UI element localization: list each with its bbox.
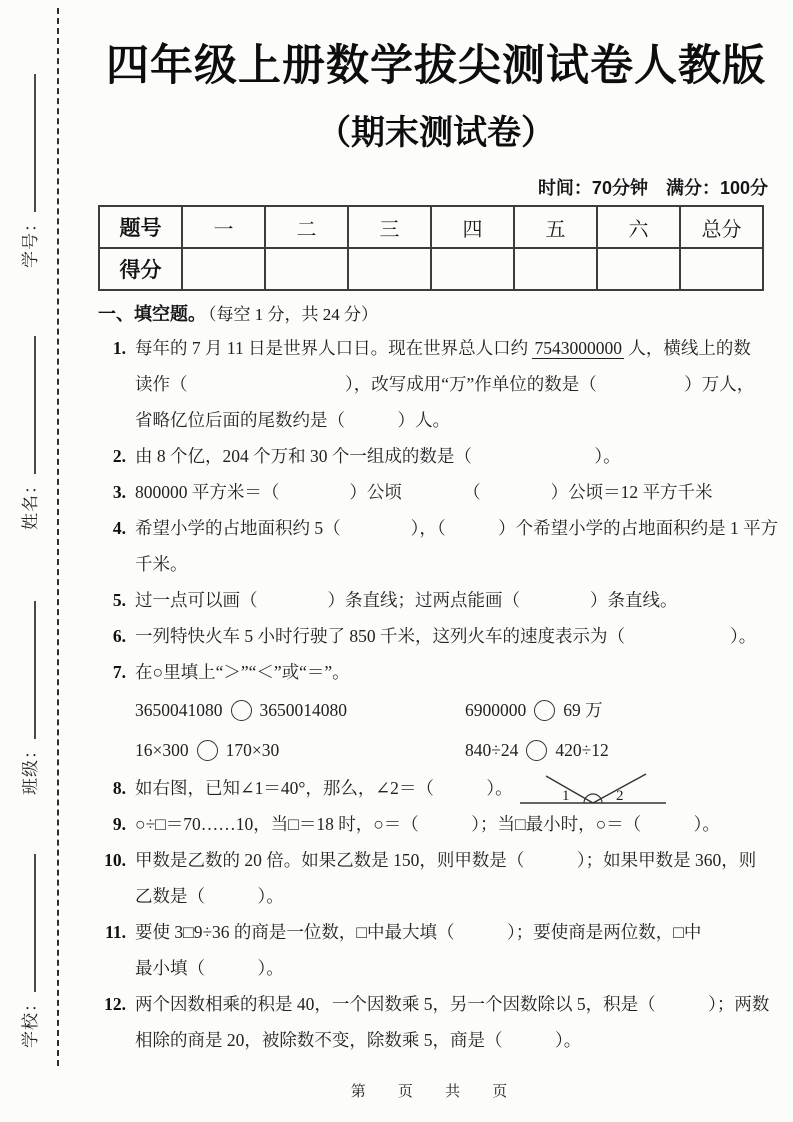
question-text: ○÷□＝70……10，当□＝18 时，○＝（ ）；当□最小时，○＝（ ）。: [135, 814, 720, 834]
answer-circle[interactable]: [231, 700, 252, 721]
question-number: 10.: [104, 850, 126, 870]
question-9: [98, 806, 774, 842]
score-cell[interactable]: [265, 248, 348, 290]
question-6: [98, 618, 774, 654]
underlined-population-number: 7543000000: [534, 338, 622, 358]
question-text: 乙数是（ ）。: [135, 886, 284, 906]
answer-circle[interactable]: [534, 700, 555, 721]
question-1: [98, 330, 774, 438]
school-label: 学校：: [21, 994, 40, 1048]
question-number: 7.: [112, 662, 126, 682]
score-cell[interactable]: [514, 248, 597, 290]
question-text: 过一点可以画（ ）条直线；过两点能画（ ）条直线。: [135, 590, 678, 610]
question-number: 2.: [112, 446, 126, 466]
angle-1-label: 1: [562, 788, 570, 804]
paper-content: [98, 0, 779, 1101]
score-cell[interactable]: [680, 248, 763, 290]
question-number: 8.: [112, 778, 126, 798]
score-col-1: 一: [182, 206, 265, 248]
score-col-5: 五: [514, 206, 597, 248]
answer-circle[interactable]: [526, 740, 547, 761]
question-text: 每年的 7 月 11 日是世界人口日。现在世界总人口约 7543000000 人，横线上的数: [135, 338, 751, 358]
question-text: 最小填（ ）。: [135, 958, 284, 978]
comparison-item: 840÷24 420÷12: [465, 740, 609, 760]
score-cell[interactable]: [431, 248, 514, 290]
student-id-label: 学号：: [21, 214, 40, 268]
page-subtitle: （期末测试卷）: [317, 114, 555, 152]
comparison-row-1: [98, 690, 774, 730]
question-text: 省略亿位后面的尾数约是（ ）人。: [135, 410, 450, 430]
question-number: 5.: [112, 590, 126, 610]
question-text: 在○里填上“＞”“＜”或“＝”。: [135, 662, 350, 682]
question-4: [98, 510, 779, 582]
student-name-label: 姓名：: [21, 476, 40, 530]
question-10: [98, 842, 774, 914]
question-number: 6.: [112, 626, 126, 646]
question-number: 12.: [104, 994, 126, 1014]
question-number: 1.: [112, 338, 126, 358]
student-name-blank[interactable]: [32, 336, 36, 474]
question-7: [98, 654, 774, 770]
question-number: 11.: [105, 922, 126, 942]
question-text: 一列特快火车 5 小时行驶了 850 千米，这列火车的速度表示为（ ）。: [135, 626, 757, 646]
score-table-header-row: [99, 206, 763, 248]
question-text: 如右图，已知∠1＝40°，那么，∠2＝（ ）。: [135, 778, 513, 798]
question-3: [98, 474, 774, 510]
score-col-total: 总分: [680, 206, 763, 248]
question-text: 千米。: [135, 554, 188, 574]
question-number: 3.: [112, 482, 126, 502]
question-text: 甲数是乙数的 20 倍。如果乙数是 150，则甲数是（ ）；如果甲数是 360，则: [135, 850, 757, 870]
question-11: [98, 914, 774, 986]
time-score-info: 时间：70分钟 满分：100分: [537, 178, 768, 198]
student-id-field: [16, 74, 41, 268]
question-2: [98, 438, 774, 474]
question-text: 读作（ ），改写成用“万”作单位的数是（ ）万人，: [135, 374, 755, 394]
question-text: 由 8 个亿，204 个万和 30 个一组成的数是（ ）。: [135, 446, 621, 466]
section-note: （每空 1 分，共 24 分）: [208, 305, 378, 324]
comparison-item: 3650041080 3650014080: [135, 700, 347, 720]
answer-circle[interactable]: [197, 740, 218, 761]
seal-dashed-line: [57, 8, 59, 1066]
score-table-corner: 题号: [99, 206, 182, 248]
score-cell[interactable]: [348, 248, 431, 290]
question-list: [98, 330, 779, 1058]
question-number: 4.: [112, 518, 126, 538]
score-cell[interactable]: [182, 248, 265, 290]
score-col-3: 三: [348, 206, 431, 248]
class-field: [16, 601, 41, 795]
score-cell[interactable]: [597, 248, 680, 290]
question-5: [98, 582, 774, 618]
student-name-field: [16, 336, 41, 530]
school-field: [16, 854, 41, 1048]
score-table: [98, 205, 764, 291]
page-title: 四年级上册数学拔尖测试卷人教版: [106, 42, 766, 90]
angle-2-label: 2: [616, 788, 624, 804]
comparison-row-2: [98, 730, 774, 770]
student-id-blank[interactable]: [32, 74, 36, 212]
comparison-item: 16×300 170×30: [135, 740, 280, 760]
score-col-6: 六: [597, 206, 680, 248]
section-title: 一、填空题。: [98, 304, 206, 324]
question-text: 相除的商是 20，被除数不变，除数乘 5，商是（ ）。: [135, 1030, 582, 1050]
class-label: 班级：: [21, 741, 40, 795]
score-row-label: 得分: [99, 248, 182, 290]
question-text: 800000 平方米＝（ ）公顷 （ ）公顷＝12 平方千米: [135, 482, 713, 502]
question-8: [98, 770, 774, 806]
class-blank[interactable]: [32, 601, 36, 739]
score-col-2: 二: [265, 206, 348, 248]
score-col-4: 四: [431, 206, 514, 248]
score-table-score-row: [99, 248, 763, 290]
question-12: [98, 986, 774, 1058]
section-heading: [98, 300, 774, 326]
question-number: 9.: [112, 814, 126, 834]
question-text: 希望小学的占地面积约 5（ ），（ ）个希望小学的占地面积约是 1 平方: [135, 518, 779, 538]
question-text: 两个因数相乘的积是 40，一个因数乘 5，另一个因数除以 5，积是（ ）；两数: [135, 994, 770, 1014]
comparison-item: 6900000 69 万: [465, 700, 603, 720]
page-footer: 第 页 共 页: [350, 1083, 522, 1100]
question-text: 要使 3□9÷36 的商是一位数，□中最大填（ ）；要使商是两位数，□中: [135, 922, 702, 942]
school-blank[interactable]: [32, 854, 36, 992]
angle-diagram: [518, 772, 668, 808]
